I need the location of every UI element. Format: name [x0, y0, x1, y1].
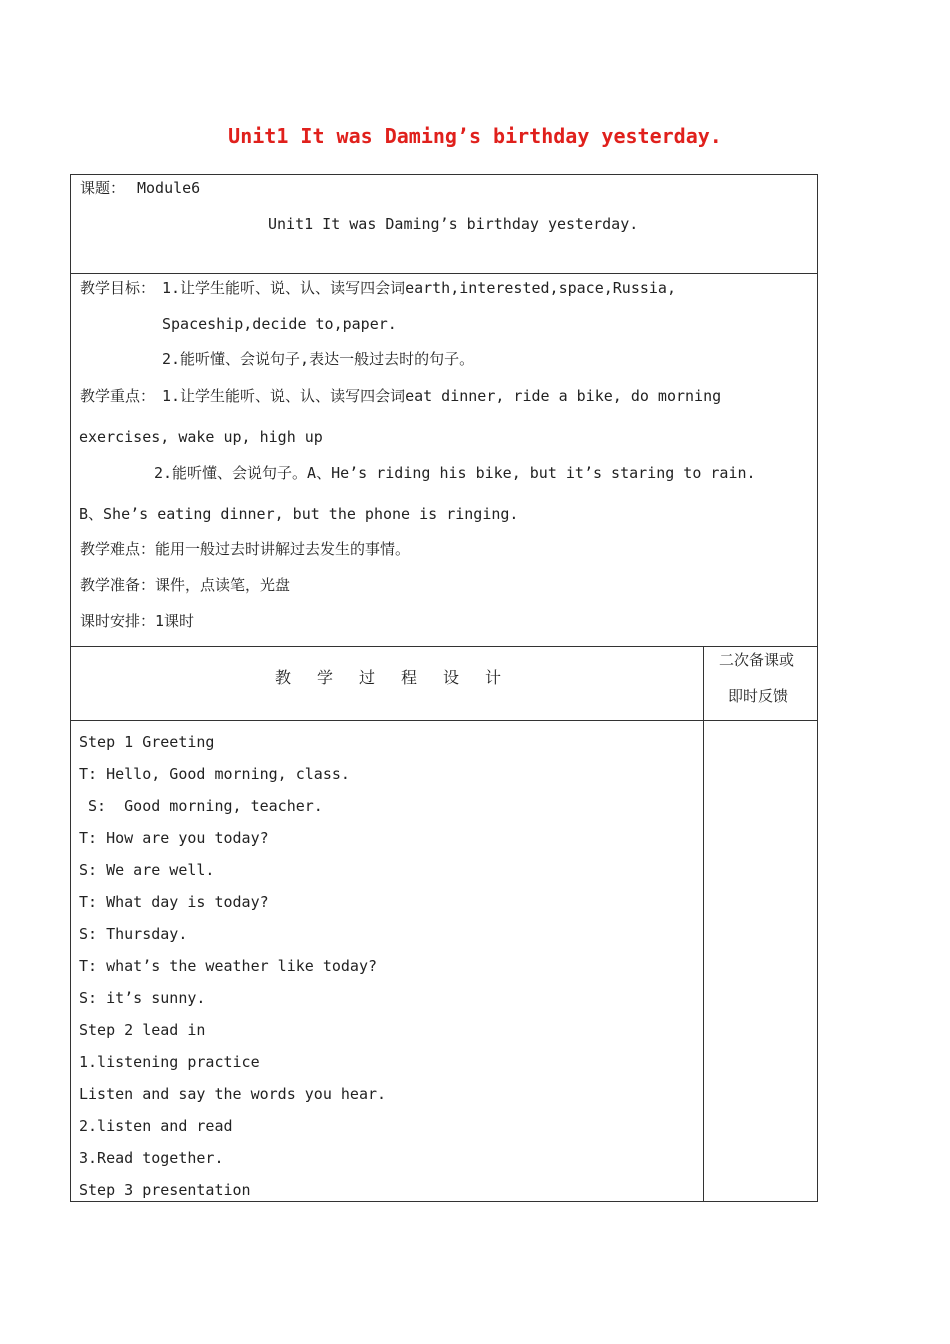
key-line-2: exercises, wake up, high up — [79, 428, 323, 446]
process-line: S: We are well. — [79, 861, 215, 879]
goal-line-2: Spaceship,decide to,paper. — [162, 315, 397, 333]
process-content — [70, 720, 818, 1202]
feedback-heading-line-1: 二次备课或 — [719, 651, 795, 669]
topic-label: 课题： — [80, 179, 126, 197]
process-header — [70, 646, 818, 721]
feedback-heading-line-2: 即时反馈 — [728, 687, 789, 705]
process-line: T: what’s the weather like today? — [79, 957, 378, 975]
difficulty-line: 教学难点：能用一般过去时讲解过去发生的事情。 — [80, 540, 411, 558]
process-line: Step 2 lead in — [79, 1021, 206, 1039]
key-line-1: 1.让学生能听、说、认、读写四会词eat dinner, ride a bike, do morning — [162, 387, 722, 405]
process-line: 2.listen and read — [79, 1117, 233, 1135]
topic-section — [70, 174, 818, 274]
process-line: Step 1 Greeting — [79, 733, 215, 751]
topic-unit-title: Unit1 It was Daming’s birthday yesterday. — [268, 215, 639, 233]
design-char-1: 教 — [275, 668, 292, 687]
process-line: T: Hello, Good morning, class. — [79, 765, 350, 783]
process-line: Listen and say the words you hear. — [79, 1085, 387, 1103]
process-line: 3.Read together. — [79, 1149, 224, 1167]
key-label: 教学重点： — [80, 387, 156, 405]
schedule-line: 课时安排：1课时 — [80, 612, 195, 630]
goal-line-3: 2.能听懂、会说句子,表达一般过去时的句子。 — [162, 350, 475, 368]
process-line: S: Good morning, teacher. — [79, 797, 323, 815]
key-line-3: 2.能听懂、会说句子。A、He’s riding his bike, but it’s staring to rain. — [154, 464, 756, 482]
design-char-5: 设 — [443, 668, 460, 687]
process-line: Step 3 presentation — [79, 1181, 251, 1199]
design-char-4: 程 — [401, 668, 418, 687]
design-char-6: 计 — [485, 668, 502, 687]
key-line-4: B、She’s eating dinner, but the phone is ringing. — [79, 505, 519, 523]
design-char-2: 学 — [317, 668, 334, 687]
topic-module: Module6 — [137, 179, 201, 197]
goal-label: 教学目标： — [80, 279, 156, 297]
feedback-column — [704, 721, 817, 1201]
preparation-line: 教学准备：课件，点读笔，光盘 — [80, 576, 291, 594]
document-title: Unit1 It was Daming’s birthday yesterday. — [228, 124, 722, 148]
objectives-section — [70, 273, 818, 647]
column-divider — [703, 647, 704, 720]
process-line: S: Thursday. — [79, 925, 188, 943]
process-line: T: How are you today? — [79, 829, 269, 847]
process-line: 1.listening practice — [79, 1053, 260, 1071]
goal-line-1: 1.让学生能听、说、认、读写四会词earth,interested,space,Russia, — [162, 279, 676, 297]
process-line: S: it’s sunny. — [79, 989, 206, 1007]
process-line: T: What day is today? — [79, 893, 269, 911]
design-char-3: 过 — [359, 668, 376, 687]
